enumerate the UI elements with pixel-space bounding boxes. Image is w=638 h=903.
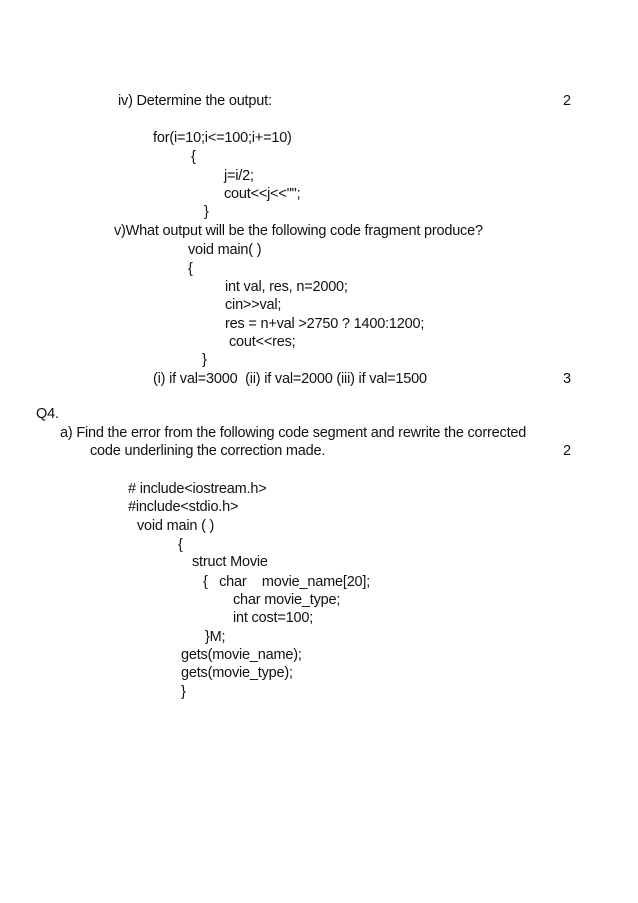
code-line: { char movie_name[20]; [203, 574, 371, 590]
code-line: gets(movie_name); [181, 647, 302, 663]
code-line: j=i/2; [224, 168, 254, 184]
code-line: gets(movie_type); [181, 665, 293, 681]
q3-v-heading: v)What output will be the following code fragment produce? [114, 223, 483, 239]
code-line: } [204, 204, 209, 220]
code-line: for(i=10;i<=100;i+=10) [153, 130, 292, 146]
code-line: int val, res, n=2000; [225, 279, 348, 295]
code-line: } [202, 352, 207, 368]
code-line: }M; [205, 629, 226, 645]
code-line: int cost=100; [233, 610, 314, 626]
q4-label: Q4. [36, 406, 59, 422]
q3-iv-heading: iv) Determine the output: [118, 93, 272, 109]
code-line: void main ( ) [137, 518, 215, 534]
q4-a-line1: a) Find the error from the following code segment and rewrite the corrected [60, 425, 527, 441]
code-line: cin>>val; [225, 297, 282, 313]
q4-a-marks: 2 [563, 443, 572, 459]
code-line: #include<stdio.h> [128, 499, 239, 515]
code-line: { [191, 149, 196, 165]
code-line: res = n+val >2750 ? 1400:1200; [225, 316, 425, 332]
code-line: void main( ) [188, 242, 262, 258]
q3-iv-marks: 2 [563, 93, 572, 109]
q3-v-marks: 3 [563, 371, 572, 387]
code-line: # include<iostream.h> [128, 481, 267, 497]
code-line: cout<<res; [229, 334, 296, 350]
q4-a-line2: code underlining the correction made. [90, 443, 326, 459]
code-line: } [181, 684, 186, 700]
q3-v-cases: (i) if val=3000 (ii) if val=2000 (iii) if val=1500 [153, 371, 427, 387]
code-line: { [178, 537, 183, 553]
code-line: char movie_type; [233, 592, 341, 608]
code-line: { [188, 261, 193, 277]
code-line: struct Movie [192, 554, 268, 570]
code-line: cout<<j<<""; [224, 186, 301, 202]
